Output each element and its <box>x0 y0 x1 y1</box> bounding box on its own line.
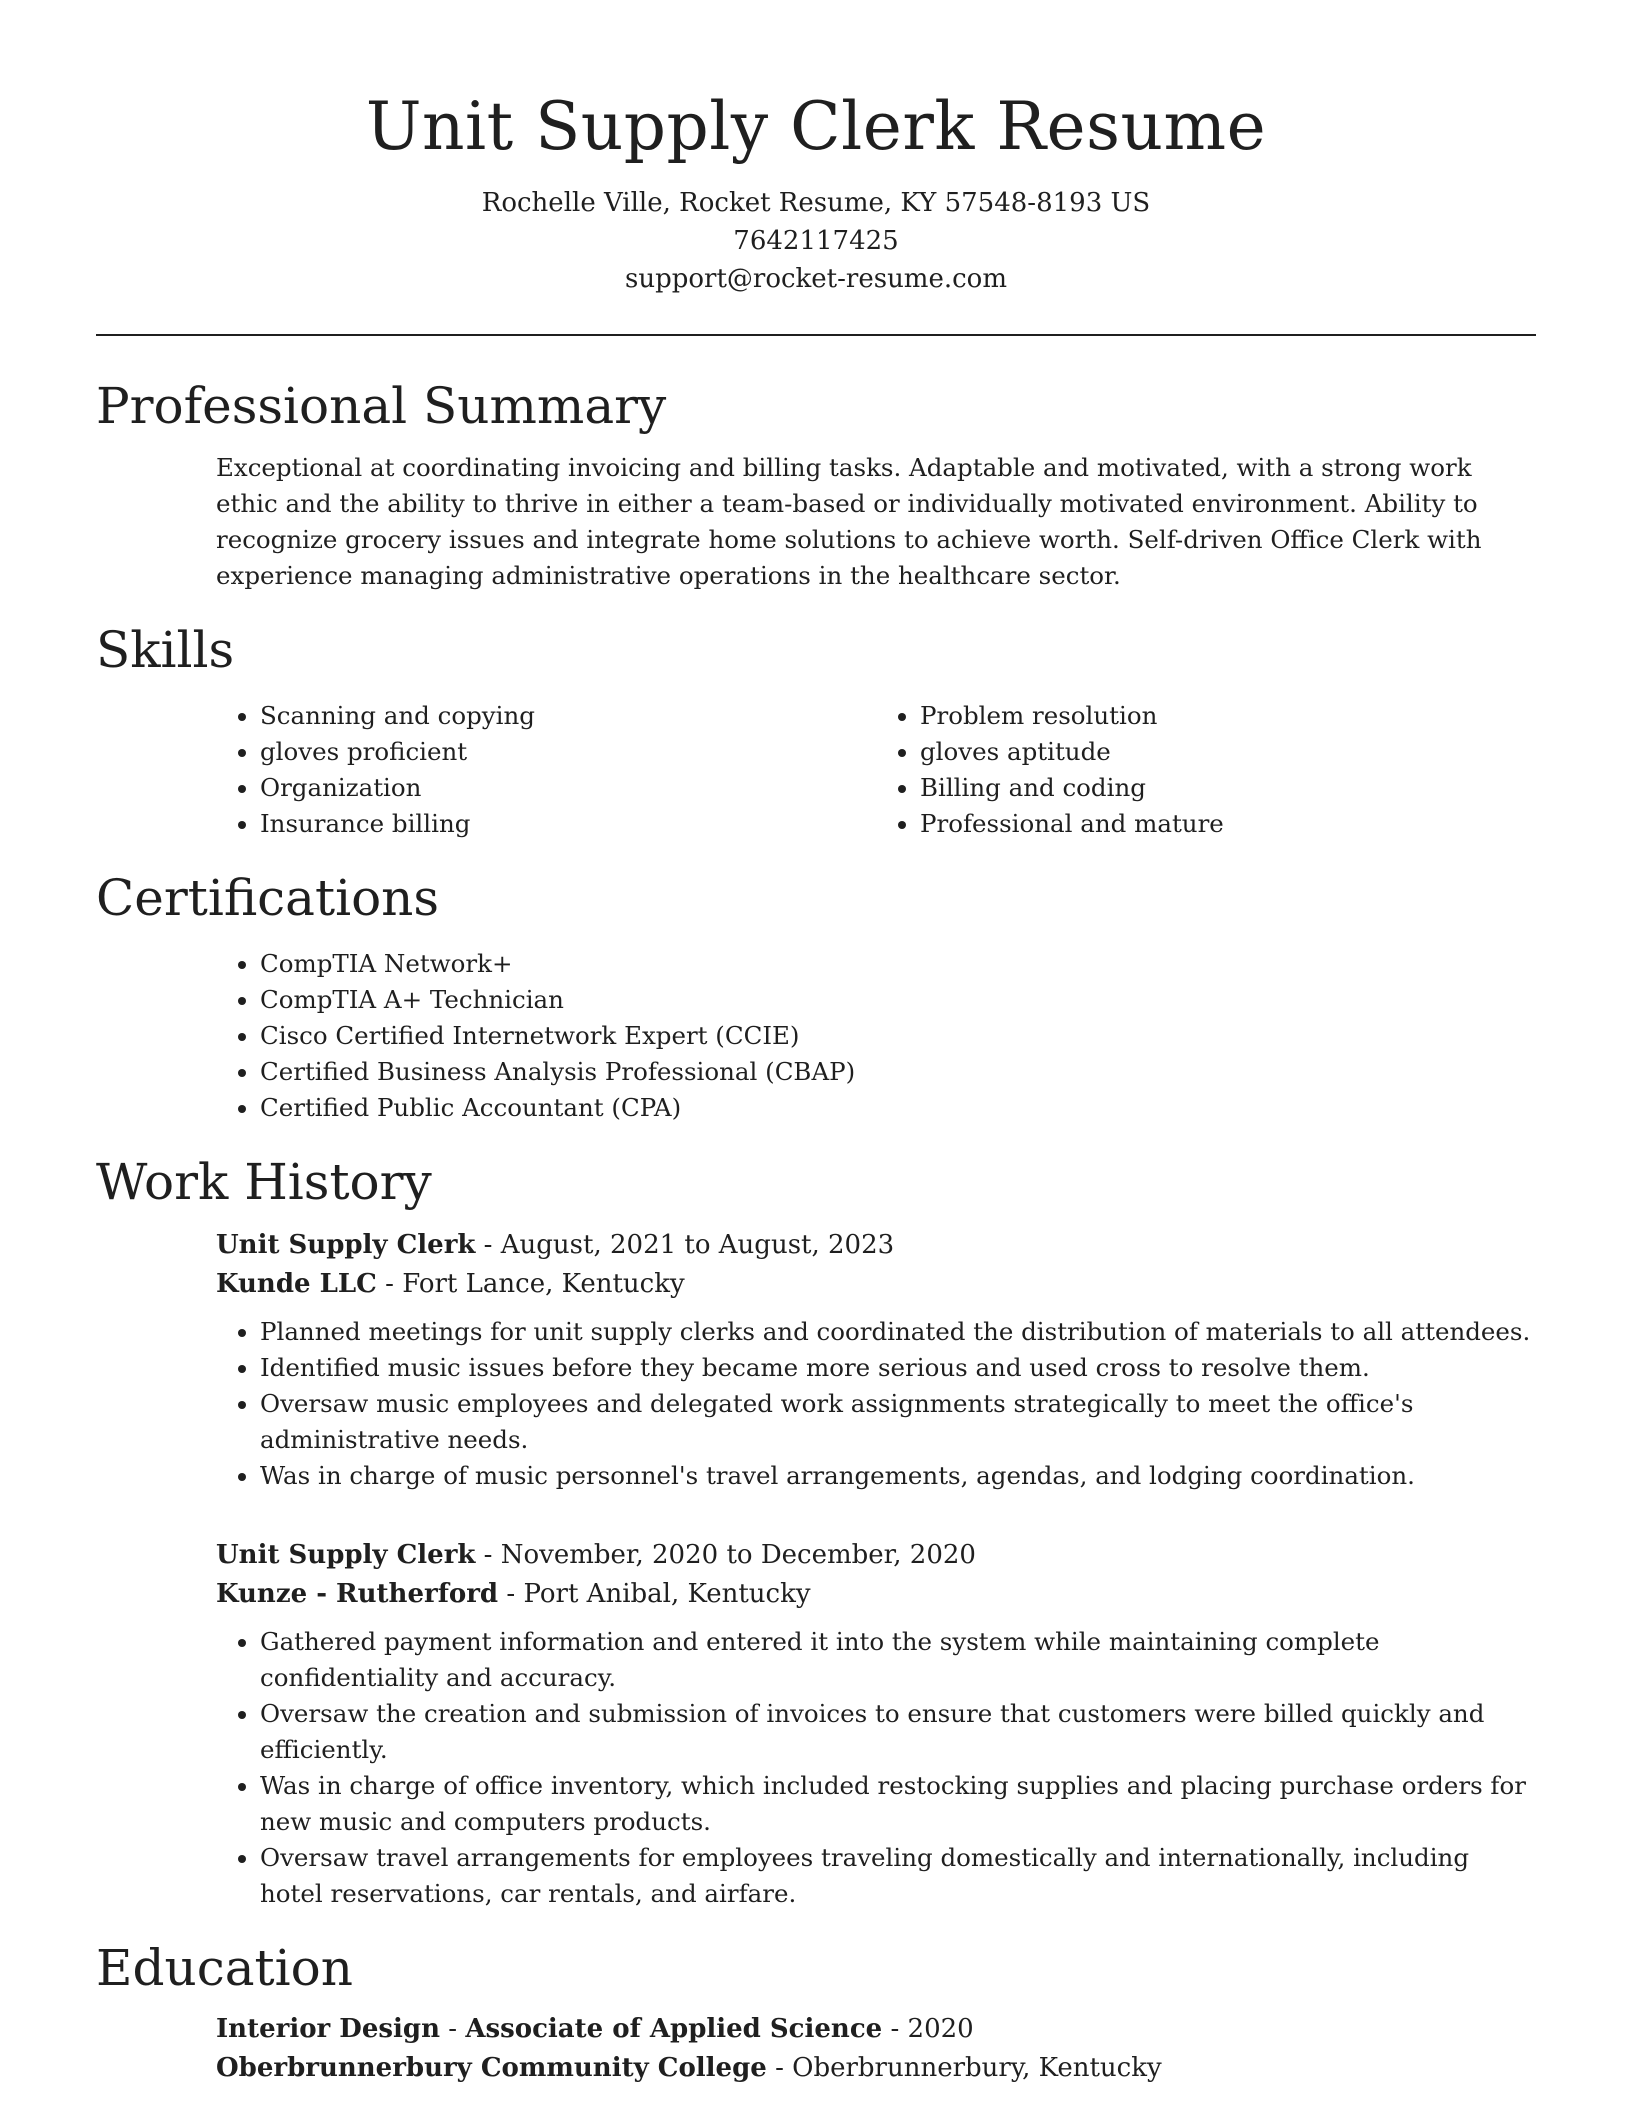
job-dates: August, 2021 to August, 2023 <box>500 1230 895 1260</box>
job-bullet: • Gathered payment information and entered it into the system while maintaining complete confidentiality and accuracy. <box>260 1624 1536 1696</box>
skills-heading: Skills <box>96 621 235 679</box>
work-history-heading: Work History <box>96 1153 432 1211</box>
skill-item: • Organization <box>260 770 876 806</box>
skills-section <box>96 618 1536 842</box>
job-title: Unit Supply Clerk <box>216 1230 476 1260</box>
certifications-heading: Certifications <box>96 869 440 927</box>
skills-list-right <box>876 698 1536 842</box>
education-school-line <box>216 2049 1536 2088</box>
job-bullet: • Identified music issues before they became more serious and used cross to resolve them. <box>260 1350 1536 1386</box>
job-bullet: • Planned meetings for unit supply clerks and coordinated the distribution of materials to all attendees. <box>260 1314 1536 1350</box>
header-divider <box>96 334 1536 336</box>
job-bullet: • Was in charge of office inventory, which included restocking supplies and placing purchase orders for new music and computers products. <box>260 1768 1536 1840</box>
education-field: Interior Design <box>216 2014 440 2044</box>
education-degree: Associate of Applied Science <box>465 2014 883 2044</box>
skill-item: • Scanning and copying <box>260 698 876 734</box>
certification-item: • CompTIA A+ Technician <box>260 982 1536 1018</box>
education-year: 2020 <box>907 2014 974 2044</box>
skill-item: • Insurance billing <box>260 806 876 842</box>
job-location: Fort Lance, Kentucky <box>402 1269 685 1299</box>
education-heading: Education <box>96 1939 353 1997</box>
job-company-line <box>216 1265 1536 1304</box>
contact-block <box>96 184 1536 298</box>
education-school: Oberbrunnerbury Community College <box>216 2053 767 2083</box>
contact-email: support@rocket-resume.com <box>624 264 1007 294</box>
job-title-line <box>216 1226 1536 1265</box>
job-entry <box>216 1536 1536 1912</box>
contact-phone: 7642117425 <box>733 226 899 256</box>
page-title: Unit Supply Clerk Resume <box>365 88 1267 165</box>
job-bullet: • Oversaw music employees and delegated work assignments strategically to meet the office's administrative needs. <box>260 1386 1536 1458</box>
certifications-list <box>216 946 1536 1126</box>
job-separator: - <box>475 1540 501 1570</box>
job-dates: November, 2020 to December, 2020 <box>500 1540 976 1570</box>
education-section <box>96 1936 1536 2088</box>
job-title: Unit Supply Clerk <box>216 1540 476 1570</box>
certification-item: • Certified Business Analysis Professional (CBAP) <box>260 1054 1536 1090</box>
job-separator: - <box>498 1579 524 1609</box>
skill-item: • Problem resolution <box>920 698 1536 734</box>
certification-item: • Certified Public Accountant (CPA) <box>260 1090 1536 1126</box>
education-location: Oberbrunnerbury, Kentucky <box>792 2053 1162 2083</box>
skills-grid <box>96 698 1536 842</box>
job-company-line <box>216 1575 1536 1614</box>
job-company: Kunze - Rutherford <box>216 1579 499 1609</box>
skill-item: • Professional and mature <box>920 806 1536 842</box>
education-separator: - <box>439 2014 466 2044</box>
certification-item: • Cisco Certified Internetwork Expert (CCIE) <box>260 1018 1536 1054</box>
education-degree-line <box>216 2010 1536 2049</box>
job-entry <box>216 1226 1536 1494</box>
skill-item: • gloves proficient <box>260 734 876 770</box>
job-bullet: • Was in charge of music personnel's travel arrangements, agendas, and lodging coordination. <box>260 1458 1536 1494</box>
summary-heading: Professional Summary <box>96 377 667 435</box>
skill-item: • Billing and coding <box>920 770 1536 806</box>
skills-list-left <box>216 698 876 842</box>
contact-address: Rochelle Ville, Rocket Resume, KY 57548-8193 US <box>481 188 1151 218</box>
work-history-section <box>96 1150 1536 1912</box>
job-bullet: • Oversaw the creation and submission of invoices to ensure that customers were billed quickly and efficiently. <box>260 1696 1536 1768</box>
certifications-section <box>96 866 1536 1126</box>
certification-item: • CompTIA Network+ <box>260 946 1536 982</box>
work-history-body <box>96 1226 1536 1912</box>
job-separator: - <box>475 1230 501 1260</box>
job-bullets <box>216 1314 1536 1494</box>
job-company: Kunde LLC <box>216 1269 377 1299</box>
job-bullet: • Oversaw travel arrangements for employees traveling domestically and internationally, including hotel reservations, car rentals, and airfare. <box>260 1840 1536 1912</box>
education-separator: - <box>882 2014 908 2044</box>
education-separator: - <box>766 2053 793 2083</box>
summary-text: Exceptional at coordinating invoicing and billing tasks. Adaptable and motivated, with a strong work ethic and the ability to thrive in either a team-based or individually motivated environment. Ability to recognize grocery issues and integrate home solutions to achieve worth. Self-driven Office Clerk with experience managing administrative operations in the healthcare sector. <box>216 453 1482 590</box>
job-bullets <box>216 1624 1536 1912</box>
education-body <box>96 2010 1536 2088</box>
summary-section <box>96 374 1536 594</box>
job-title-line <box>216 1536 1536 1575</box>
skill-item: • gloves aptitude <box>920 734 1536 770</box>
job-separator: - <box>376 1269 403 1299</box>
certifications-body <box>96 946 1536 1126</box>
job-location: Port Anibal, Kentucky <box>523 1579 811 1609</box>
